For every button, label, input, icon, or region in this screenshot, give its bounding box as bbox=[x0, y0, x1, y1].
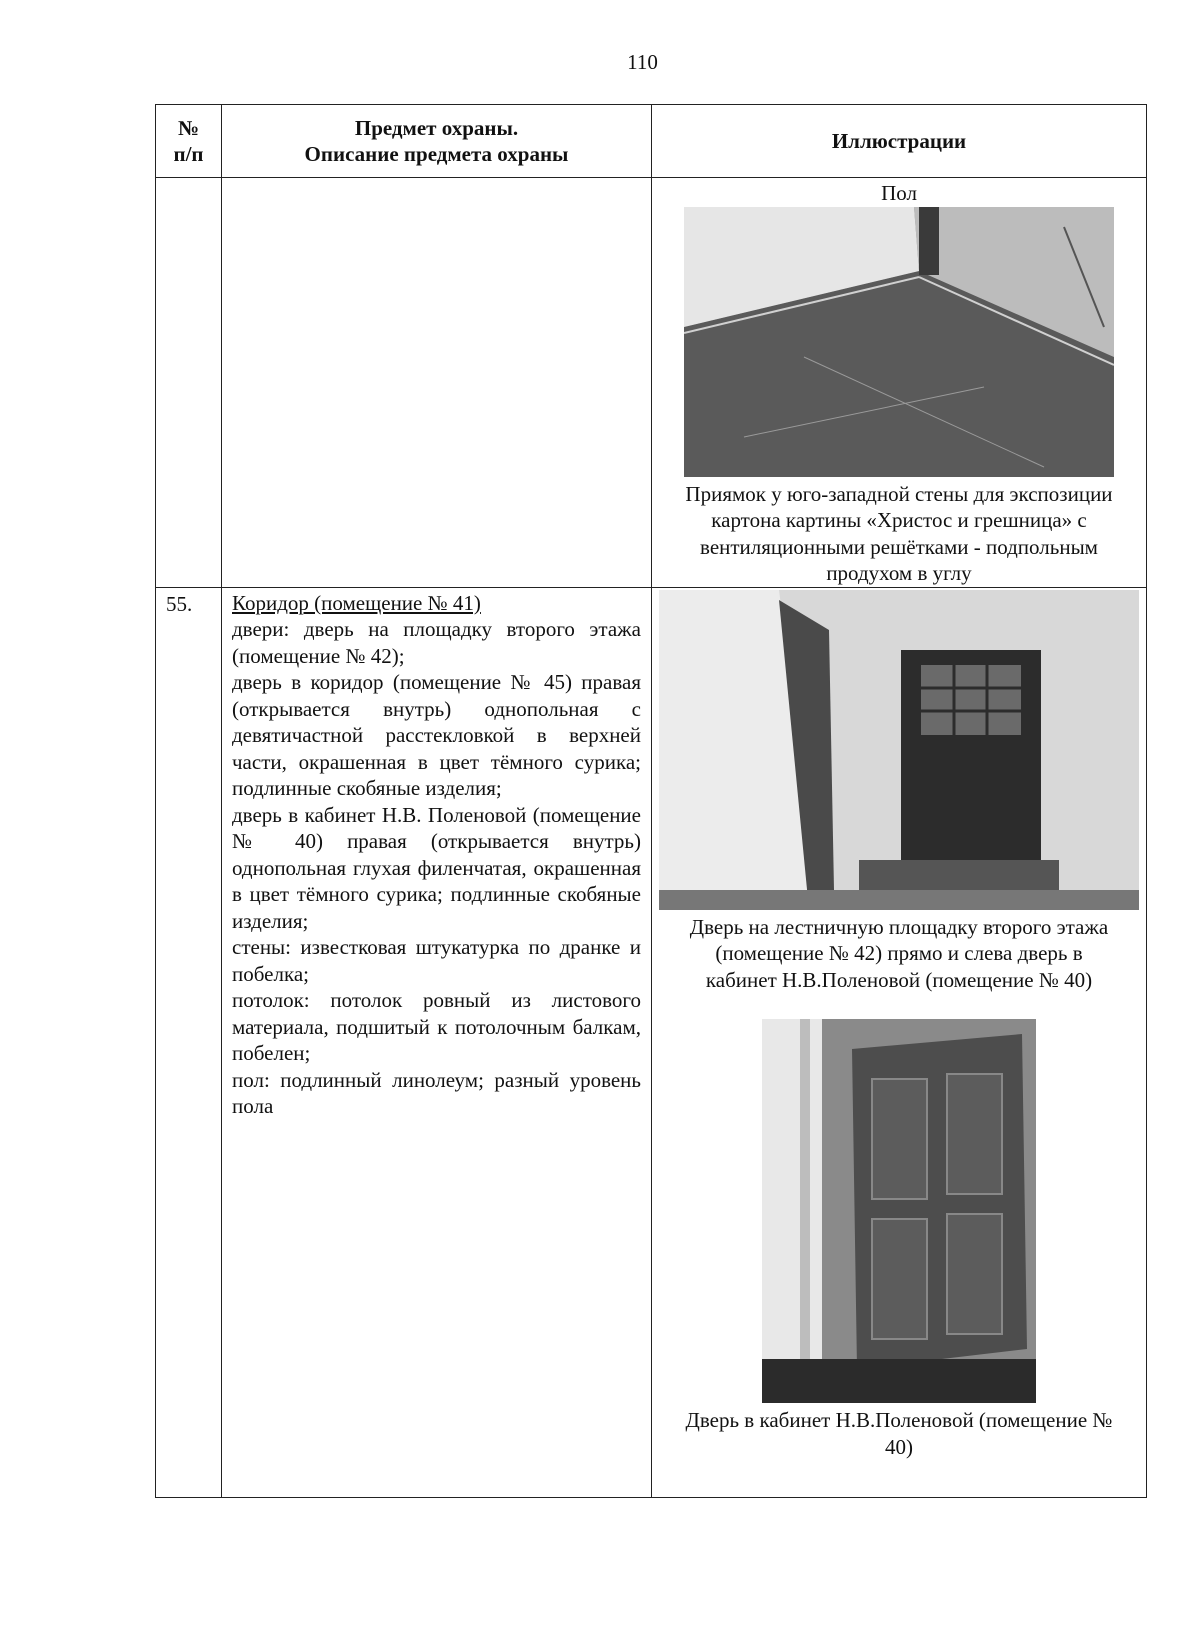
protection-table bbox=[155, 104, 1147, 1498]
description-line: потолок: потолок ровный из листового материала, подшитый к потолочным балкам, побелен; bbox=[232, 988, 641, 1065]
row-number: 55. bbox=[156, 587, 222, 1497]
table-row bbox=[156, 178, 1147, 588]
table-header-row bbox=[156, 105, 1147, 178]
description-cell bbox=[222, 587, 652, 1497]
page-number: 110 bbox=[627, 50, 658, 74]
illustration-cell bbox=[652, 178, 1147, 588]
description-line: пол: подлинный линолеум; разный уровень пола bbox=[232, 1067, 641, 1118]
photo-caption-corridor: Дверь на лестничную площадку второго этажа (помещение № 42) прямо и слева дверь в кабинет Н.В.Поленовой (помещение № 40) bbox=[689, 914, 1109, 992]
description-line: дверь в кабинет Н.В. Поленовой (помещение № 40) правая (открывается внутрь) однопольная глухая филенчатая, окрашенная в цвет тёмного сурика; подлинные скобяные изделия; bbox=[232, 802, 641, 933]
illustration-cell bbox=[652, 587, 1147, 1497]
photo-caption-polenova-door: Дверь в кабинет Н.В.Поленовой (помещение № 40) bbox=[685, 1408, 1113, 1459]
photo-caption-floor: Приямок у юго-западной стены для экспозиции картона картины «Христос и грешница» с вентиляционными решётками - подпольным продухом в углу bbox=[685, 481, 1113, 585]
photo-label-floor: Пол bbox=[881, 181, 917, 205]
photo-polenova-door bbox=[762, 1019, 1036, 1403]
photo-floor bbox=[684, 207, 1114, 477]
header-illustrations: Иллюстрации bbox=[652, 105, 1147, 178]
description-line: двери: дверь на площадку второго этажа (помещение № 42); bbox=[232, 617, 641, 668]
header-num: № п/п bbox=[156, 105, 222, 178]
description-line: стены: известковая штукатурка по дранке и побелка; bbox=[232, 935, 641, 986]
room-heading: Коридор (помещение № 41) bbox=[232, 590, 481, 615]
photo-corridor-doors bbox=[659, 590, 1139, 910]
description-line: дверь в коридор (помещение № 45) правая (открывается внутрь) однопольная с девятичастной расстекловкой в верхней части, окрашенная в цвет тёмного сурика; подлинные скобяные изделия; bbox=[232, 670, 641, 800]
table-row bbox=[156, 587, 1147, 1497]
header-subject: Предмет охраны. Описание предмета охраны bbox=[222, 105, 652, 178]
